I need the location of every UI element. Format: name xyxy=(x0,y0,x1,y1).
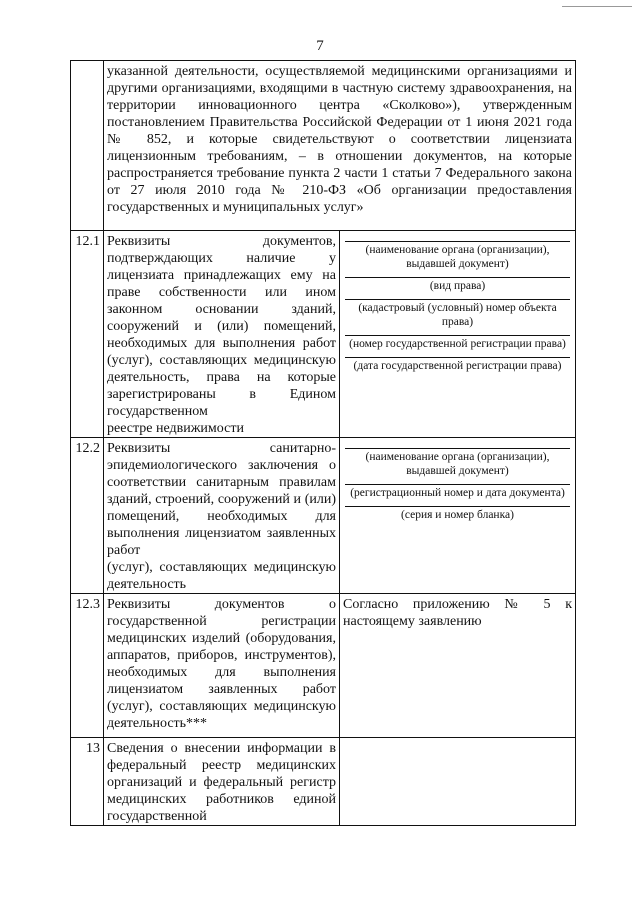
row-number-empty xyxy=(71,61,104,231)
document-number-date-field[interactable] xyxy=(345,484,570,500)
issuing-authority-field[interactable] xyxy=(345,448,570,478)
row-label xyxy=(104,738,340,826)
scan-edge-mark xyxy=(562,0,632,7)
row-label-last-line: реестре недвижимости xyxy=(107,421,244,436)
field-caption: (регистрационный номер и дата документа) xyxy=(350,487,565,499)
field-caption: (вид права) xyxy=(429,280,486,292)
row-number: 12.1 xyxy=(71,231,104,438)
application-form-table xyxy=(70,60,576,826)
row-value: Согласно приложению № 5 к настоящему заявлению xyxy=(340,594,576,738)
row-number: 12.3 xyxy=(71,594,104,738)
field-caption: (наименование органа (организации), выдавшей документ) xyxy=(365,244,550,270)
form-series-number-field[interactable] xyxy=(345,506,570,522)
continuation-text: указанной деятельности, осуществляемой медицинскими организациями и другими организациями, входящими в частную систему здравоохранения, на территории инновационного центра «Сколково»), утвержденным постановлением Правительства Российской Федерации от 1 июня 2021 года № 852, и которые свидетельствуют о соответствии лицензиата лицензионным требованиям, – в отношении документов, на которые распространяется требование пункта 2 части 1 статьи 7 Федерального закона от 27 июля 2010 года № 210-ФЗ «Об организации предоставления государственных и муниципальных услуг» xyxy=(104,61,576,231)
issuing-authority-field[interactable] xyxy=(345,241,570,271)
row-number: 12.2 xyxy=(71,438,104,594)
table-row-continuation xyxy=(71,61,576,231)
row-label-text: Реквизиты документов о государственной регистрации медицинских изделий (оборудования, аппаратов, приборов, инструментов), необходимых для выполнения лицензиатом заявленных работ (услуг), составляющих медицинскую xyxy=(107,597,336,714)
table-row-12-3 xyxy=(71,594,576,738)
row-label-text: Сведения о внесении информации в федеральный реестр медицинских организаций и федеральный регистр медицинских работников единой государственной xyxy=(107,741,336,824)
field-caption: (кадастровый (условный) номер объекта права) xyxy=(358,302,557,328)
row-value-empty[interactable] xyxy=(340,738,576,826)
table-row-12-1 xyxy=(71,231,576,438)
row-label xyxy=(104,594,340,738)
row-label xyxy=(104,231,340,438)
registration-date-field[interactable] xyxy=(345,357,570,373)
cadastral-number-field[interactable] xyxy=(345,299,570,329)
table-row-12-2 xyxy=(71,438,576,594)
fill-in-fields xyxy=(340,438,576,594)
row-label-last-line: деятельность*** xyxy=(107,716,208,731)
row-label-text: Реквизиты санитарно-эпидемиологического заключения о соответствии санитарным правилам зданий, строений, сооружений и (или) помещений, необходимых для выполнения лицензиатом заявленных работ xyxy=(107,441,336,558)
right-type-field[interactable] xyxy=(345,277,570,293)
registration-number-field[interactable] xyxy=(345,335,570,351)
page-number: 7 xyxy=(316,38,324,54)
row-number: 13 xyxy=(71,738,104,826)
fill-in-fields xyxy=(340,231,576,438)
field-caption: (номер государственной регистрации права) xyxy=(349,338,566,350)
table-row-13 xyxy=(71,738,576,826)
row-label-last-line: (услуг), составляющих медицинскую деятельность xyxy=(107,560,336,592)
field-caption: (наименование органа (организации), выдавшей документ) xyxy=(365,451,550,477)
field-caption: (дата государственной регистрации права) xyxy=(353,360,562,372)
row-label-text: Реквизиты документов, подтверждающих наличие у лицензиата принадлежащих ему на праве собственности или ином законном основании зданий, сооружений и (или) помещений, необходимых для выполнения работ (услуг), составляющих медицинскую деятельность, права на которые зарегистрированы в Едином государственном xyxy=(107,234,336,419)
row-label xyxy=(104,438,340,594)
field-caption: (серия и номер бланка) xyxy=(401,509,514,521)
